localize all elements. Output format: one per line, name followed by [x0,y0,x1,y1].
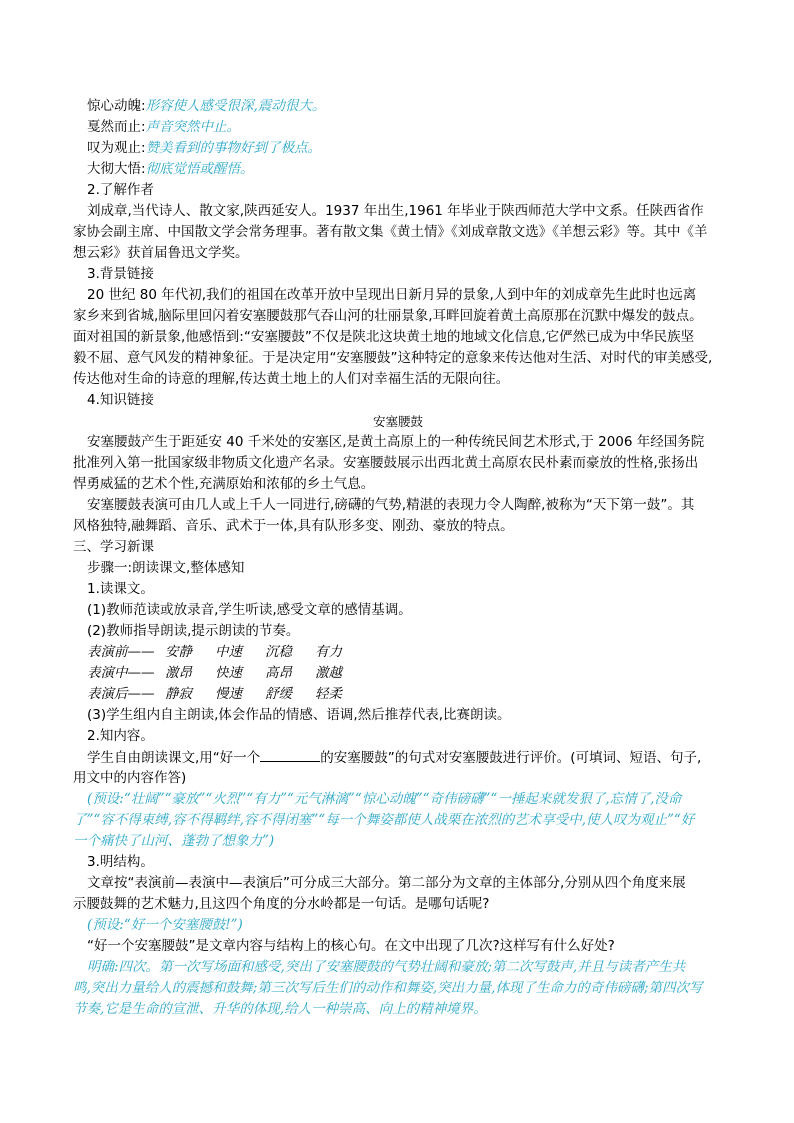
question-text: 的安塞腰鼓”的句式对安塞腰鼓进行评价。(可填词、短语、句子, [320,750,702,766]
rhythm-label: 表演后—— [87,686,155,702]
background-text-line: 家乡来到省城,脑际里回闪着安塞腰鼓那气吞山河的壮丽景象,耳畔回旋着黄土高原那在沉默中爆发的鼓点。 [73,308,703,324]
question-text: 学生自由朗读课文,用“好一个 [87,750,261,766]
content-answer-line: 一个痛快了山河、蓬勃了想象力”) [73,833,275,849]
core-answer-line: 明确:四次。第一次写场面和感受,突出了安塞腰鼓的气势壮阔和豪放;第二次写鼓声,并且与读者产生共 [87,959,686,975]
structure-answer: (预设:“好一个安塞腰鼓!”) [87,917,243,933]
author-text-line: 家协会副主席、中国散文学会常务理事。著有散文集《黄土情》《刘成章散文选》《羊想云彩》等。其中《羊 [73,224,708,240]
background-text-line: 毅不屈、意气风发的精神象征。于是决定用“安塞腰鼓”这种特定的意象来传达他对生活、对时代的审美感受, [73,350,713,366]
rhythm-word: 激越 [315,665,342,681]
knowledge-text-line: 安塞腰鼓表演可由几人或上千人一同进行,磅礴的气势,精湛的表现力令人陶醉,被称为“天下第一鼓”。其 [87,497,695,513]
knowledge-text-line: 风格独特,融舞蹈、音乐、武术于一体,具有队形多变、刚劲、豪放的特点。 [73,518,514,534]
rhythm-word: 有力 [315,644,342,660]
rhythm-word: 安静 [165,644,192,660]
section-heading-author: 2.了解作者 [87,182,154,198]
rhythm-label: 表演前—— [87,644,155,660]
content-answer-line: 了”“容不得束缚,容不得羁绊,容不得闭塞”“每一个舞姿都使人战栗在浓烈的艺术享受中,使人叹为观止”“好 [73,812,695,828]
core-question: “好一个安塞腰鼓”是文章内容与结构上的核心句。在文中出现了几次?这样写有什么好处? [87,938,615,954]
background-text-line: 面对祖国的新景象,他感悟到:“安塞腰鼓”不仅是陕北这块黄土地的地域文化信息,它俨然已成为中华民族坚 [73,329,695,345]
background-text-line: 传达他对生命的诗意的理解,传达黄土地上的人们对幸福生活的无限向往。 [73,371,510,387]
vocab-definition: 形容使人感受很深,震动很大。 [145,98,326,114]
vocab-item [73,138,723,159]
subsection-heading-content: 2.知内容。 [87,728,154,744]
section-heading-background: 3.背景链接 [87,266,154,282]
fill-in-blank [260,747,320,762]
structure-question-line: 示腰鼓舞的艺术魅力,且这四个角度的分水岭都是一句话。是哪句话呢? [73,896,490,912]
vocab-item [73,117,723,138]
vocab-definition: 赞美看到的事物好到了极点。 [145,140,322,156]
rhythm-word: 静寂 [165,686,192,702]
rhythm-word: 轻柔 [315,686,342,702]
background-text-line: 20 世纪 80 年代初,我们的祖国在改革开放中呈现出日新月异的景象,人到中年的刘成章先生此时也远离 [87,287,697,303]
content-question-line: 用文中的内容作答) [73,770,187,786]
rhythm-row [73,642,723,663]
vocab-term: 大彻大悟: [87,161,146,177]
core-answer-line: 节奏,它是生命的宣泄、升华的体现,给人一种崇高、向上的精神境界。 [73,1001,487,1017]
vocab-item [73,96,723,117]
rhythm-word: 沉稳 [265,644,292,660]
rhythm-word: 中速 [215,644,242,660]
rhythm-word: 舒缓 [265,686,292,702]
vocab-term: 惊心动魄: [87,98,146,114]
vocab-definition: 声音突然中止。 [145,119,241,135]
rhythm-word: 慢速 [215,686,242,702]
structure-question-line: 文章按“表演前—表演中—表演后”可分成三大部分。第二部分为文章的主体部分,分别从四个角度来展 [87,875,686,891]
rhythm-word: 高昂 [265,665,292,681]
rhythm-row [73,663,723,684]
step-heading: 步骤一:朗读课文,整体感知 [87,560,245,576]
core-answer-line: 鸣,突出力量给人的震撼和鼓舞;第三次写后生们的动作和舞姿,突出力量,体现了生命力的奇伟磅礴;第四次写 [73,980,703,996]
read-step: (1)教师范读或放录音,学生听读,感受文章的感情基调。 [87,602,412,618]
section-heading-knowledge: 4.知识链接 [87,392,154,408]
content-question-line [73,747,723,768]
rhythm-label: 表演中—— [87,665,155,681]
knowledge-text-line: 安塞腰鼓产生于距延安 40 千米处的安塞区,是黄土高原上的一种传统民间艺术形式,于 2006 年经国务院 [87,434,705,450]
knowledge-text-line: 批准列入第一批国家级非物质文化遗产名录。安塞腰鼓展示出西北黄土高原农民朴素而豪放的性格,张扬出 [73,455,699,471]
author-text-line: 刘成章,当代诗人、散文家,陕西延安人。1937 年出生,1961 年毕业于陕西师范大学中文系。任陕西省作 [87,203,704,219]
vocab-item [73,159,723,180]
subsection-heading-structure: 3.明结构。 [87,854,154,870]
subsection-heading-read: 1.读课文。 [87,581,154,597]
rhythm-word: 快速 [215,665,242,681]
read-step: (2)教师指导朗读,提示朗读的节奏。 [87,623,300,639]
vocab-term: 叹为观止: [87,140,146,156]
part-heading: 三、学习新课 [73,539,154,555]
content-answer-line: (预设:“壮阔”“豪放”“火烈”“有力”“元气淋漓”“惊心动魄”“奇伟磅礴”“一捶起来就发狠了,忘情了,没命 [87,791,682,807]
knowledge-text-line: 悍勇威猛的艺术个性,充满原始和浓郁的乡土气息。 [73,476,375,492]
vocab-term: 戛然而止: [87,119,146,135]
rhythm-row [73,684,723,705]
read-step: (3)学生组内自主朗读,体会作品的情感、语调,然后推荐代表,比赛朗读。 [87,707,511,723]
vocab-definition: 彻底觉悟或醒悟。 [145,161,254,177]
author-text-line: 想云彩》获首届鲁迅文学奖。 [73,245,249,261]
document-content [73,96,723,1020]
rhythm-word: 激昂 [165,665,192,681]
knowledge-title: 安塞腰鼓 [372,414,423,429]
